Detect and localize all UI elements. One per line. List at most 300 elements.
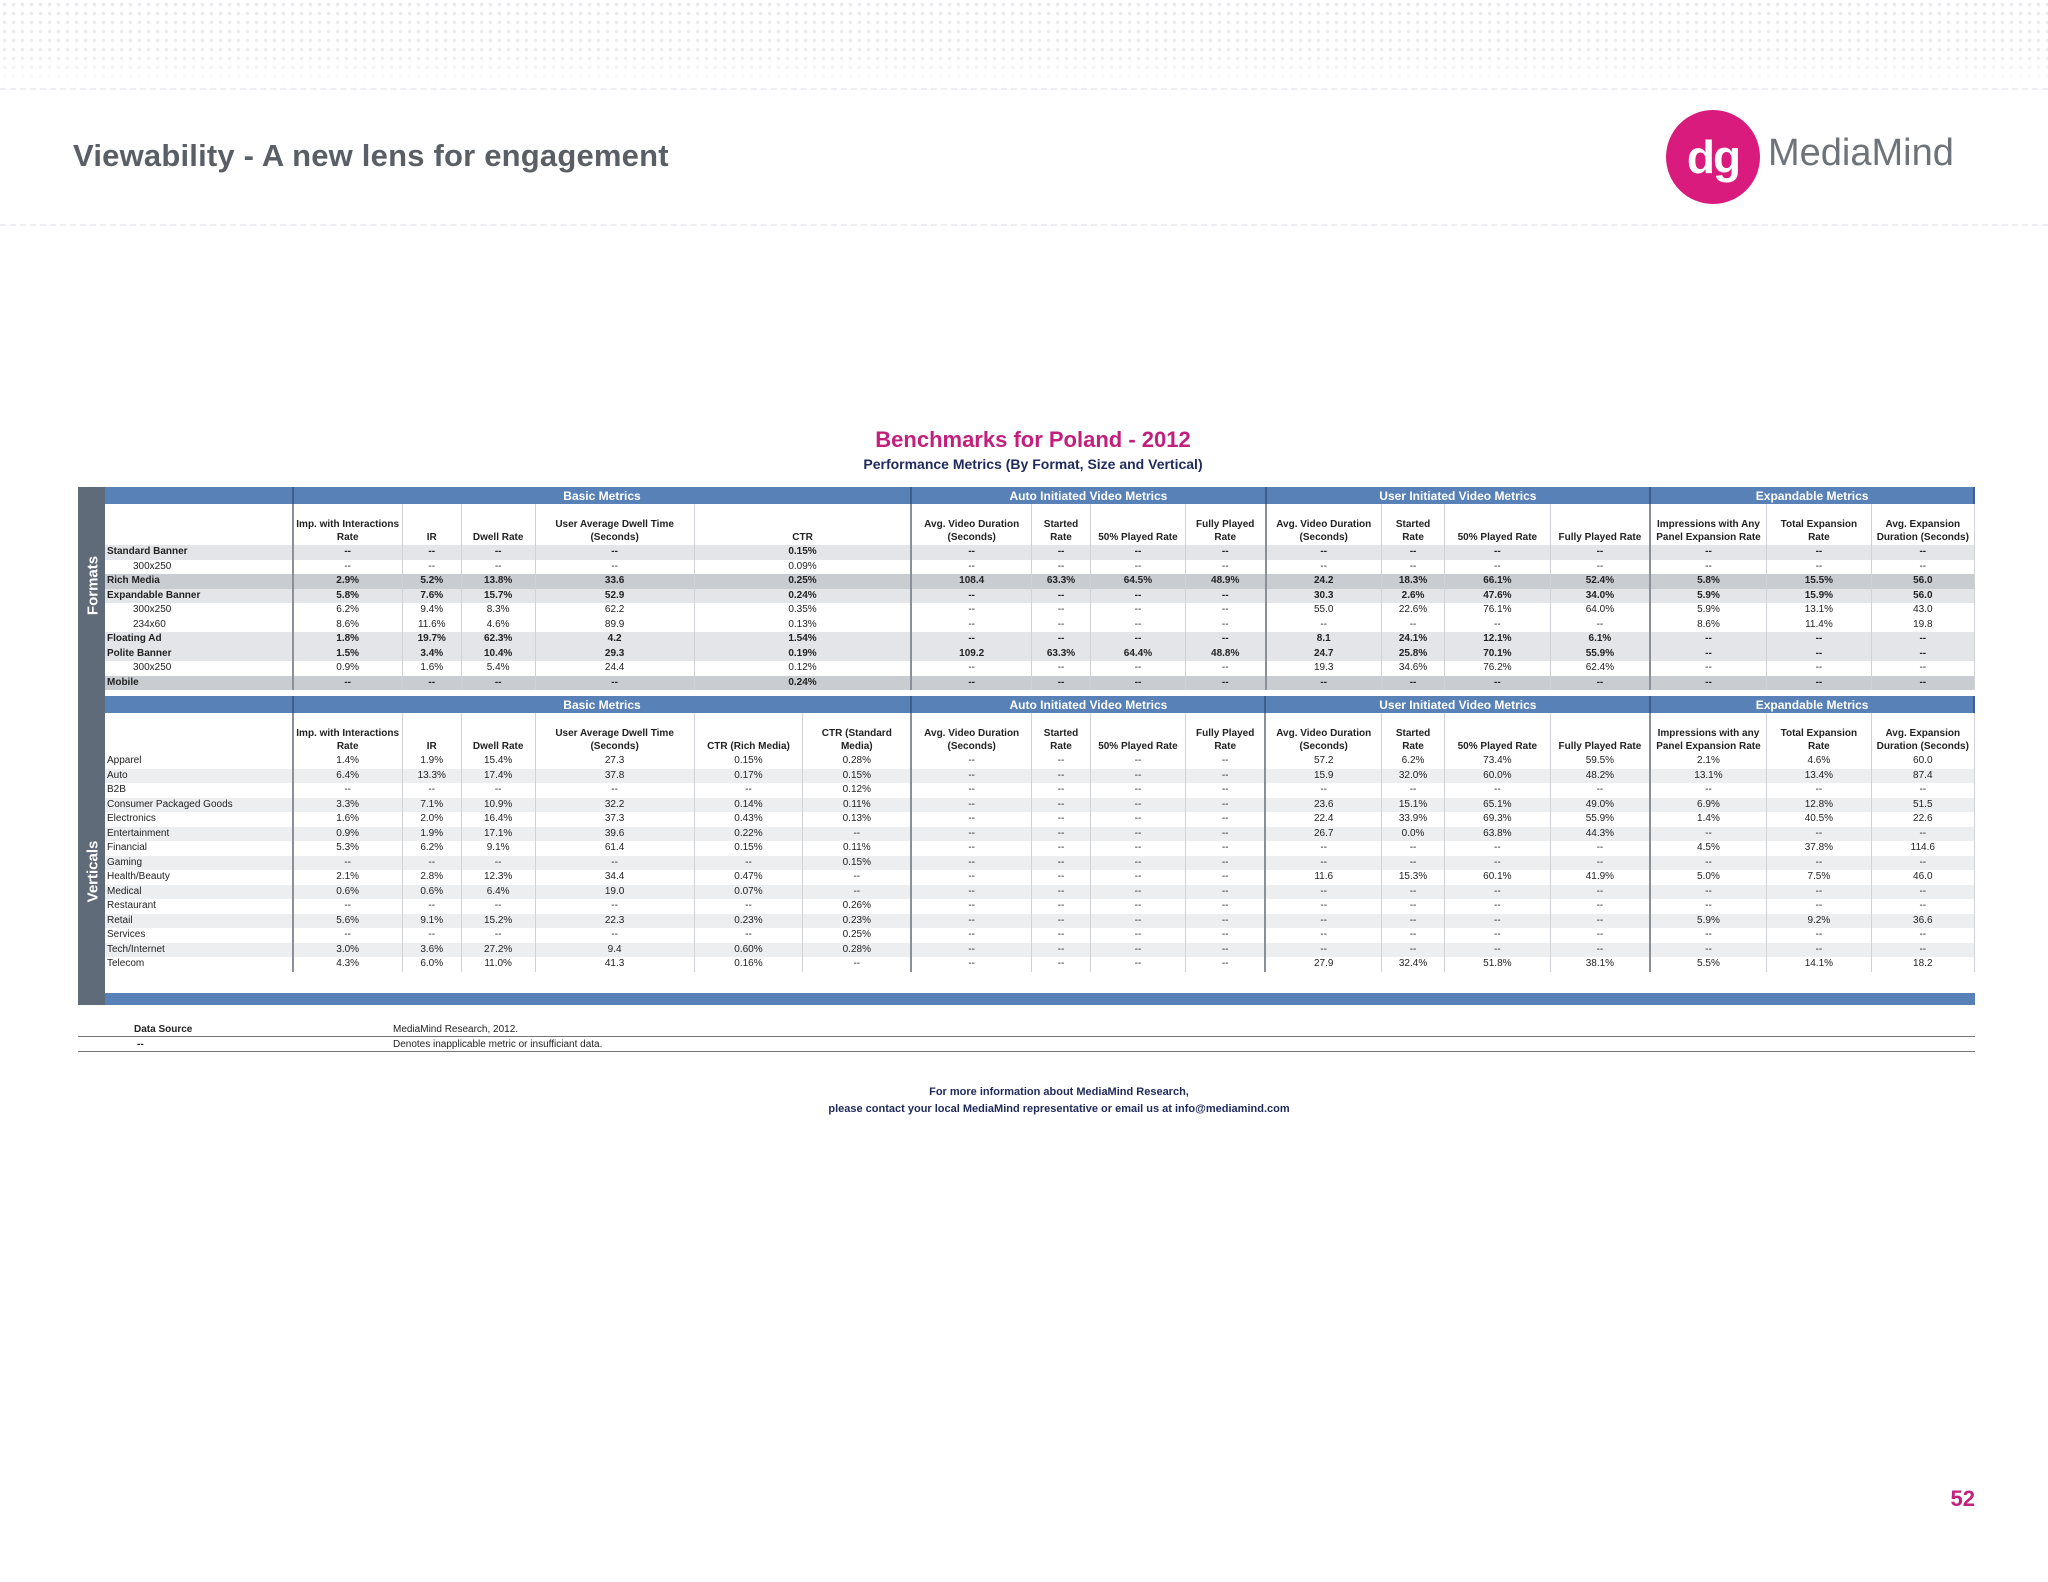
verticals-row xyxy=(105,841,1974,856)
formats-cell: -- xyxy=(1091,589,1186,604)
verticals-cell: 0.11% xyxy=(803,798,912,813)
verticals-cell: 13.3% xyxy=(402,769,461,784)
verticals-cell: 0.14% xyxy=(694,798,803,813)
verticals-cell: -- xyxy=(1381,885,1444,900)
verticals-cell: 2.0% xyxy=(402,812,461,827)
verticals-cell: -- xyxy=(1265,943,1381,958)
formats-cell: -- xyxy=(1091,603,1186,618)
formats-cell: -- xyxy=(1091,618,1186,633)
verticals-cell: -- xyxy=(911,957,1031,972)
formats-cell: 2.9% xyxy=(293,574,403,589)
formats-cell: 47.6% xyxy=(1445,589,1550,604)
formats-cell: -- xyxy=(1185,560,1265,575)
info-line-1: For more information about MediaMind Research, xyxy=(929,1086,1189,1098)
verticals-cell: -- xyxy=(1445,783,1550,798)
page-title: Viewability - A new lens for engagement xyxy=(73,138,669,173)
formats-cell: 24.7 xyxy=(1266,647,1382,662)
formats-row xyxy=(105,574,1974,589)
formats-row-label: 300x250 xyxy=(105,661,293,676)
formats-cell: -- xyxy=(1091,632,1186,647)
formats-cell: -- xyxy=(1091,545,1186,560)
formats-cell: 6.2% xyxy=(293,603,403,618)
formats-cell: 0.9% xyxy=(293,661,403,676)
verticals-cell: 0.17% xyxy=(694,769,803,784)
verticals-cell: -- xyxy=(1091,899,1186,914)
verticals-cell: -- xyxy=(1185,870,1265,885)
formats-cell: 1.5% xyxy=(293,647,403,662)
formats-cell: -- xyxy=(1766,545,1871,560)
verticals-column-header: Total Expansion Rate xyxy=(1766,713,1871,754)
verticals-row xyxy=(105,798,1974,813)
verticals-cell: -- xyxy=(1381,914,1444,929)
verticals-cell: -- xyxy=(911,914,1031,929)
verticals-cell: -- xyxy=(1265,885,1381,900)
verticals-cell: -- xyxy=(1381,856,1444,871)
formats-cell: -- xyxy=(1550,545,1650,560)
verticals-cell: 1.9% xyxy=(402,754,461,769)
formats-cell: 15.9% xyxy=(1766,589,1871,604)
verticals-cell: -- xyxy=(1766,943,1871,958)
verticals-cell: 11.0% xyxy=(461,957,535,972)
verticals-cell: -- xyxy=(461,928,535,943)
verticals-cell: -- xyxy=(1650,885,1766,900)
verticals-cell: 0.15% xyxy=(694,754,803,769)
verticals-cell: 87.4 xyxy=(1872,769,1974,784)
verticals-row xyxy=(105,769,1974,784)
verticals-cell: -- xyxy=(1185,827,1265,842)
formats-cell: -- xyxy=(1381,618,1444,633)
verticals-cell: 0.23% xyxy=(694,914,803,929)
table-bottom-band xyxy=(105,993,1975,1005)
formats-cell: -- xyxy=(1185,632,1265,647)
formats-cell: -- xyxy=(1445,560,1550,575)
formats-row xyxy=(105,632,1974,647)
verticals-cell: -- xyxy=(911,856,1031,871)
formats-cell: 5.4% xyxy=(461,661,535,676)
footnote-text-dash: Denotes inapplicable metric or insufficiant data. xyxy=(393,1039,603,1050)
verticals-column-header: Impressions with any Panel Expansion Rate xyxy=(1650,713,1766,754)
verticals-cell: 27.3 xyxy=(535,754,694,769)
formats-cell: -- xyxy=(1032,632,1091,647)
verticals-column-header: Avg. Video Duration (Seconds) xyxy=(911,713,1031,754)
formats-cell: 55.9% xyxy=(1550,647,1650,662)
formats-row-label: Expandable Banner xyxy=(105,589,293,604)
verticals-cell: -- xyxy=(1185,885,1265,900)
verticals-cell: 2.1% xyxy=(293,870,403,885)
verticals-cell: 55.9% xyxy=(1550,812,1650,827)
verticals-cell: -- xyxy=(1091,841,1186,856)
verticals-column-header: IR xyxy=(402,713,461,754)
verticals-cell: 9.2% xyxy=(1766,914,1871,929)
verticals-cell: -- xyxy=(535,783,694,798)
verticals-cell: 0.25% xyxy=(803,928,912,943)
verticals-cell: -- xyxy=(1872,885,1974,900)
formats-column-header: Avg. Expansion Duration (Seconds) xyxy=(1872,504,1974,545)
verticals-cell: -- xyxy=(1550,928,1650,943)
verticals-cell: 1.4% xyxy=(293,754,403,769)
verticals-cell: 0.16% xyxy=(694,957,803,972)
formats-cell: -- xyxy=(1266,618,1382,633)
formats-row-label: Polite Banner xyxy=(105,647,293,662)
verticals-column-headers xyxy=(105,713,1974,754)
verticals-cell: -- xyxy=(1550,783,1650,798)
formats-cell: 76.2% xyxy=(1445,661,1550,676)
formats-cell: 5.8% xyxy=(293,589,403,604)
verticals-row-label: B2B xyxy=(105,783,293,798)
verticals-cell: 22.3 xyxy=(535,914,694,929)
verticals-cell: 32.2 xyxy=(535,798,694,813)
verticals-cell: 9.1% xyxy=(461,841,535,856)
formats-row-label: Floating Ad xyxy=(105,632,293,647)
verticals-cell: -- xyxy=(1032,812,1091,827)
formats-cell: -- xyxy=(461,545,535,560)
formats-cell: 0.35% xyxy=(694,603,911,618)
verticals-row-label: Auto xyxy=(105,769,293,784)
formats-cell: -- xyxy=(1550,618,1650,633)
verticals-cell: -- xyxy=(1265,841,1381,856)
verticals-cell: -- xyxy=(911,870,1031,885)
formats-cell: 8.6% xyxy=(293,618,403,633)
verticals-cell: 60.1% xyxy=(1445,870,1550,885)
verticals-cell: -- xyxy=(803,827,912,842)
verticals-column-header: Avg. Expansion Duration (Seconds) xyxy=(1872,713,1974,754)
formats-table-body xyxy=(105,487,1974,690)
verticals-cell: 3.3% xyxy=(293,798,403,813)
verticals-row xyxy=(105,957,1974,972)
verticals-cell: -- xyxy=(694,928,803,943)
report-subtitle: Performance Metrics (By Format, Size and Vertical) xyxy=(863,456,1203,472)
verticals-cell: 22.4 xyxy=(1265,812,1381,827)
formats-column-headers xyxy=(105,504,1974,545)
verticals-cell: 1.9% xyxy=(402,827,461,842)
verticals-cell: -- xyxy=(1091,957,1186,972)
verticals-cell: 9.4 xyxy=(535,943,694,958)
verticals-cell: 3.0% xyxy=(293,943,403,958)
verticals-row xyxy=(105,914,1974,929)
verticals-cell: -- xyxy=(1185,783,1265,798)
formats-column-header: Total Expansion Rate xyxy=(1766,504,1871,545)
formats-column-header: Imp. with Interactions Rate xyxy=(293,504,403,545)
formats-cell: 109.2 xyxy=(911,647,1031,662)
verticals-cell: -- xyxy=(911,885,1031,900)
verticals-cell: -- xyxy=(694,856,803,871)
verticals-cell: 1.6% xyxy=(293,812,403,827)
formats-cell: -- xyxy=(1650,647,1766,662)
formats-cell: 2.6% xyxy=(1381,589,1444,604)
verticals-cell: -- xyxy=(1766,827,1871,842)
formats-cell: 48.8% xyxy=(1185,647,1265,662)
verticals-cell: 14.1% xyxy=(1766,957,1871,972)
verticals-cell: -- xyxy=(1766,899,1871,914)
verticals-cell: -- xyxy=(1872,827,1974,842)
verticals-cell: -- xyxy=(293,856,403,871)
formats-cell: -- xyxy=(1266,676,1382,691)
verticals-cell: 37.8% xyxy=(1766,841,1871,856)
formats-column-header: User Average Dwell Time (Seconds) xyxy=(535,504,694,545)
verticals-cell: 0.0% xyxy=(1381,827,1444,842)
formats-row xyxy=(105,560,1974,575)
verticals-cell: 16.4% xyxy=(461,812,535,827)
formats-cell: 24.2 xyxy=(1266,574,1382,589)
formats-cell: -- xyxy=(1445,545,1550,560)
formats-row xyxy=(105,676,1974,691)
verticals-column-header: Fully Played Rate xyxy=(1185,713,1265,754)
verticals-cell: 15.4% xyxy=(461,754,535,769)
formats-cell: 5.2% xyxy=(402,574,461,589)
verticals-cell: -- xyxy=(1091,870,1186,885)
formats-cell: -- xyxy=(1872,676,1974,691)
verticals-cell: -- xyxy=(1032,914,1091,929)
formats-column-header: Impressions with Any Panel Expansion Rate xyxy=(1650,504,1766,545)
formats-cell: 0.09% xyxy=(694,560,911,575)
verticals-cell: 65.1% xyxy=(1445,798,1550,813)
verticals-row-label: Health/Beauty xyxy=(105,870,293,885)
verticals-cell: -- xyxy=(461,856,535,871)
verticals-cell: -- xyxy=(1185,957,1265,972)
verticals-cell: -- xyxy=(1650,856,1766,871)
verticals-cell: -- xyxy=(1185,798,1265,813)
formats-cell: 1.6% xyxy=(402,661,461,676)
formats-cell: -- xyxy=(1185,676,1265,691)
verticals-cell: 13.4% xyxy=(1766,769,1871,784)
verticals-cell: -- xyxy=(1872,856,1974,871)
formats-cell: -- xyxy=(1650,676,1766,691)
verticals-cell: -- xyxy=(1445,856,1550,871)
formats-cell: -- xyxy=(911,545,1031,560)
verticals-cell: -- xyxy=(1766,928,1871,943)
verticals-cell: 0.07% xyxy=(694,885,803,900)
verticals-cell: -- xyxy=(1381,899,1444,914)
formats-cell: -- xyxy=(911,618,1031,633)
page-number: 52 xyxy=(1950,1486,1975,1511)
formats-cell: 52.4% xyxy=(1550,574,1650,589)
formats-cell: -- xyxy=(1650,560,1766,575)
verticals-cell: 6.2% xyxy=(402,841,461,856)
formats-cell: -- xyxy=(911,560,1031,575)
verticals-cell: 33.9% xyxy=(1381,812,1444,827)
footnote-text-source: MediaMind Research, 2012. xyxy=(393,1024,519,1035)
verticals-cell: -- xyxy=(1265,899,1381,914)
formats-cell: 63.3% xyxy=(1032,647,1091,662)
verticals-cell: -- xyxy=(1381,943,1444,958)
formats-cell: -- xyxy=(1445,676,1550,691)
verticals-row-label: Electronics xyxy=(105,812,293,827)
formats-cell: 13.8% xyxy=(461,574,535,589)
verticals-cell: -- xyxy=(1185,943,1265,958)
verticals-cell: 19.0 xyxy=(535,885,694,900)
verticals-cell: -- xyxy=(1872,783,1974,798)
formats-cell: 33.6 xyxy=(535,574,694,589)
verticals-cell: -- xyxy=(1185,769,1265,784)
header-divider xyxy=(0,224,2048,226)
verticals-cell: 114.6 xyxy=(1872,841,1974,856)
verticals-cell: -- xyxy=(1032,783,1091,798)
verticals-cell: 39.6 xyxy=(535,827,694,842)
verticals-column-header: 50% Played Rate xyxy=(1445,713,1550,754)
formats-cell: -- xyxy=(293,676,403,691)
formats-column-header: CTR xyxy=(694,504,911,545)
verticals-row xyxy=(105,856,1974,871)
formats-cell: -- xyxy=(1381,560,1444,575)
verticals-cell: 5.9% xyxy=(1650,914,1766,929)
verticals-cell: 6.9% xyxy=(1650,798,1766,813)
formats-cell: -- xyxy=(1872,632,1974,647)
formats-cell: -- xyxy=(1381,676,1444,691)
verticals-cell: -- xyxy=(1185,754,1265,769)
verticals-row xyxy=(105,827,1974,842)
formats-cell: -- xyxy=(1032,618,1091,633)
verticals-cell: 15.2% xyxy=(461,914,535,929)
verticals-cell: 0.22% xyxy=(694,827,803,842)
formats-cell: -- xyxy=(911,603,1031,618)
verticals-cell: -- xyxy=(1091,856,1186,871)
formats-cell: 64.0% xyxy=(1550,603,1650,618)
formats-cell: 5.9% xyxy=(1650,589,1766,604)
verticals-row-label: Telecom xyxy=(105,957,293,972)
verticals-cell: -- xyxy=(1872,943,1974,958)
formats-cell: -- xyxy=(293,560,403,575)
verticals-cell: -- xyxy=(1091,812,1186,827)
verticals-cell: -- xyxy=(803,885,912,900)
verticals-cell: -- xyxy=(535,899,694,914)
verticals-row-label: Financial xyxy=(105,841,293,856)
verticals-column-header: Dwell Rate xyxy=(461,713,535,754)
formats-cell: -- xyxy=(1185,603,1265,618)
verticals-cell: 61.4 xyxy=(535,841,694,856)
verticals-cell: -- xyxy=(1032,957,1091,972)
formats-sidebar xyxy=(78,487,105,703)
verticals-row xyxy=(105,899,1974,914)
verticals-cell: -- xyxy=(1032,899,1091,914)
verticals-cell: 22.6 xyxy=(1872,812,1974,827)
footnote-rule-bottom xyxy=(78,1051,1975,1052)
verticals-cell: -- xyxy=(1032,841,1091,856)
verticals-cell: 60.0 xyxy=(1872,754,1974,769)
formats-cell: 10.4% xyxy=(461,647,535,662)
verticals-cell: -- xyxy=(694,783,803,798)
formats-cell: 15.7% xyxy=(461,589,535,604)
expandable-metrics-group: Expandable Metrics xyxy=(1650,696,1974,713)
formats-cell: 48.9% xyxy=(1185,574,1265,589)
formats-cell: -- xyxy=(1091,560,1186,575)
verticals-cell: -- xyxy=(1265,783,1381,798)
verticals-cell: -- xyxy=(911,812,1031,827)
formats-cell: -- xyxy=(1872,647,1974,662)
verticals-cell: 9.1% xyxy=(402,914,461,929)
formats-cell: -- xyxy=(1872,560,1974,575)
verticals-cell: -- xyxy=(1650,928,1766,943)
verticals-table xyxy=(105,696,1975,972)
verticals-cell: -- xyxy=(1091,754,1186,769)
verticals-cell: 0.12% xyxy=(803,783,912,798)
verticals-cell: 27.2% xyxy=(461,943,535,958)
formats-row xyxy=(105,589,1974,604)
formats-cell: 4.6% xyxy=(461,618,535,633)
verticals-cell: -- xyxy=(1445,914,1550,929)
formats-cell: -- xyxy=(1185,545,1265,560)
logo-text: MediaMind xyxy=(1768,132,1954,174)
verticals-cell: -- xyxy=(911,943,1031,958)
band-corner xyxy=(105,487,293,504)
formats-cell: -- xyxy=(402,545,461,560)
formats-cell: -- xyxy=(1650,545,1766,560)
formats-cell: -- xyxy=(1091,661,1186,676)
verticals-cell: 5.3% xyxy=(293,841,403,856)
verticals-cell: -- xyxy=(1091,769,1186,784)
verticals-row-label: Consumer Packaged Goods xyxy=(105,798,293,813)
verticals-cell: 40.5% xyxy=(1766,812,1871,827)
verticals-cell: -- xyxy=(1381,841,1444,856)
formats-cell: 13.1% xyxy=(1766,603,1871,618)
verticals-cell: -- xyxy=(535,856,694,871)
verticals-cell: -- xyxy=(911,928,1031,943)
formats-cell: 4.2 xyxy=(535,632,694,647)
verticals-cell: -- xyxy=(1381,783,1444,798)
verticals-row-label: Apparel xyxy=(105,754,293,769)
verticals-group-band xyxy=(105,696,1974,713)
verticals-cell: -- xyxy=(1550,885,1650,900)
verticals-cell: 37.3 xyxy=(535,812,694,827)
formats-cell: 22.6% xyxy=(1381,603,1444,618)
formats-cell: 34.6% xyxy=(1381,661,1444,676)
formats-cell: -- xyxy=(1872,545,1974,560)
formats-cell: -- xyxy=(1032,603,1091,618)
formats-column-header: Started Rate xyxy=(1381,504,1444,545)
verticals-cell: 18.2 xyxy=(1872,957,1974,972)
verticals-row-label: Services xyxy=(105,928,293,943)
formats-cell: 89.9 xyxy=(535,618,694,633)
verticals-cell: -- xyxy=(1185,856,1265,871)
verticals-cell: 0.26% xyxy=(803,899,912,914)
expandable-metrics-group: Expandable Metrics xyxy=(1650,487,1974,504)
verticals-cell: 0.47% xyxy=(694,870,803,885)
report-title: Benchmarks for Poland - 2012 xyxy=(875,427,1191,452)
verticals-cell: 57.2 xyxy=(1265,754,1381,769)
formats-cell: -- xyxy=(1766,676,1871,691)
formats-table xyxy=(105,487,1975,690)
verticals-cell: 69.3% xyxy=(1445,812,1550,827)
formats-cell: -- xyxy=(461,676,535,691)
formats-cell: -- xyxy=(461,560,535,575)
verticals-cell: -- xyxy=(1091,783,1186,798)
verticals-cell: -- xyxy=(911,783,1031,798)
verticals-cell: -- xyxy=(911,899,1031,914)
formats-cell: -- xyxy=(535,545,694,560)
verticals-column-header: Fully Played Rate xyxy=(1550,713,1650,754)
auto-video-metrics-group: Auto Initiated Video Metrics xyxy=(911,487,1265,504)
verticals-cell: 44.3% xyxy=(1550,827,1650,842)
verticals-row xyxy=(105,943,1974,958)
verticals-column-header: Started Rate xyxy=(1381,713,1444,754)
info-line-2: please contact your local MediaMind representative or email us at info@mediamind.com xyxy=(828,1103,1290,1115)
top-divider xyxy=(0,88,2048,90)
verticals-cell: -- xyxy=(1185,899,1265,914)
verticals-row xyxy=(105,783,1974,798)
verticals-cell: -- xyxy=(1265,856,1381,871)
dot-pattern-fade xyxy=(0,0,2048,88)
verticals-cell: 15.9 xyxy=(1265,769,1381,784)
verticals-column-header: Avg. Video Duration (Seconds) xyxy=(1265,713,1381,754)
formats-row-label: Rich Media xyxy=(105,574,293,589)
formats-cell: -- xyxy=(1766,632,1871,647)
formats-cell: 18.3% xyxy=(1381,574,1444,589)
verticals-cell: -- xyxy=(1766,783,1871,798)
verticals-cell: -- xyxy=(911,798,1031,813)
verticals-row-label: Gaming xyxy=(105,856,293,871)
formats-cell: -- xyxy=(1032,676,1091,691)
formats-cell: 1.8% xyxy=(293,632,403,647)
verticals-cell: -- xyxy=(1650,827,1766,842)
